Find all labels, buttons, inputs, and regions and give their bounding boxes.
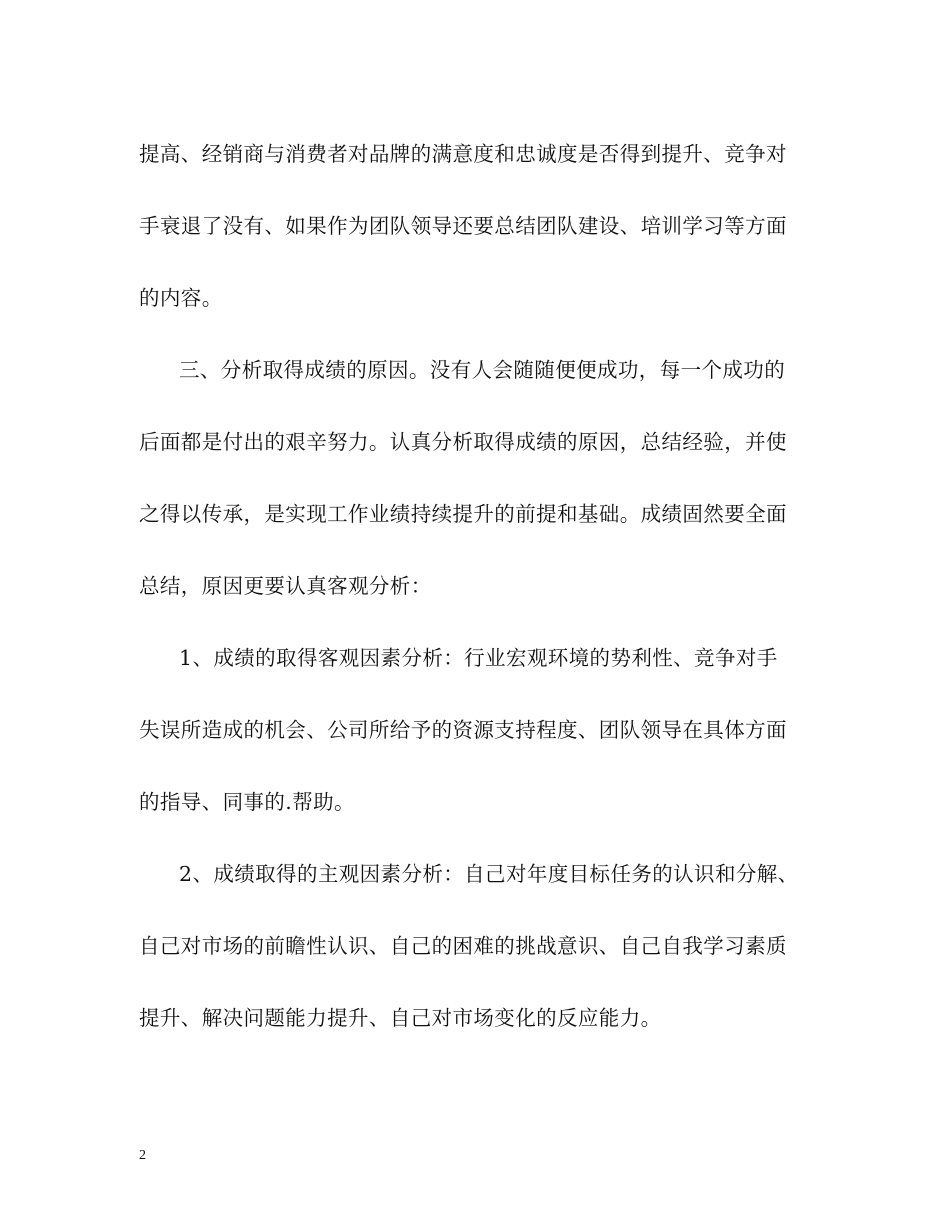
- paragraph-line: 之得以传承，是实现工作业绩持续提升的前提和基础。成绩固然要全面: [139, 502, 787, 526]
- paragraph-line: 提升、解决问题能力提升、自己对市场变化的反应能力。: [139, 1006, 662, 1030]
- page-number: 2: [139, 1148, 146, 1163]
- paragraph-line: 的指导、同事的.帮助。: [139, 790, 355, 814]
- body-text: [139, 118, 819, 1054]
- paragraph-line: 三、分析取得成绩的原因。没有人会随随便便成功，每一个成功的: [179, 358, 786, 382]
- paragraph-line: 1、成绩的取得客观因素分析：行业宏观环境的势利性、竞争对手: [179, 646, 778, 670]
- paragraph-line: 2、成绩取得的主观因素分析：自己对年度目标任务的认识和分解、: [179, 862, 799, 886]
- paragraph-line: 的内容。: [139, 286, 223, 310]
- paragraph-line: 后面都是付出的艰辛努力。认真分析取得成绩的原因，总结经验，并使: [139, 430, 787, 454]
- paragraph-line: 总结，原因更要认真客观分析：: [139, 574, 432, 598]
- paragraph-line: 提高、经销商与消费者对品牌的满意度和忠诚度是否得到提升、竞争对: [139, 142, 787, 166]
- paragraph-line: 自己对市场的前瞻性认识、自己的困难的挑战意识、自己自我学习素质: [139, 934, 787, 958]
- paragraph-line: 手衰退了没有、如果作为团队领导还要总结团队建设、培训学习等方面: [139, 214, 787, 238]
- paragraph-line: 失误所造成的机会、公司所给予的资源支持程度、团队领导在具体方面: [139, 718, 787, 742]
